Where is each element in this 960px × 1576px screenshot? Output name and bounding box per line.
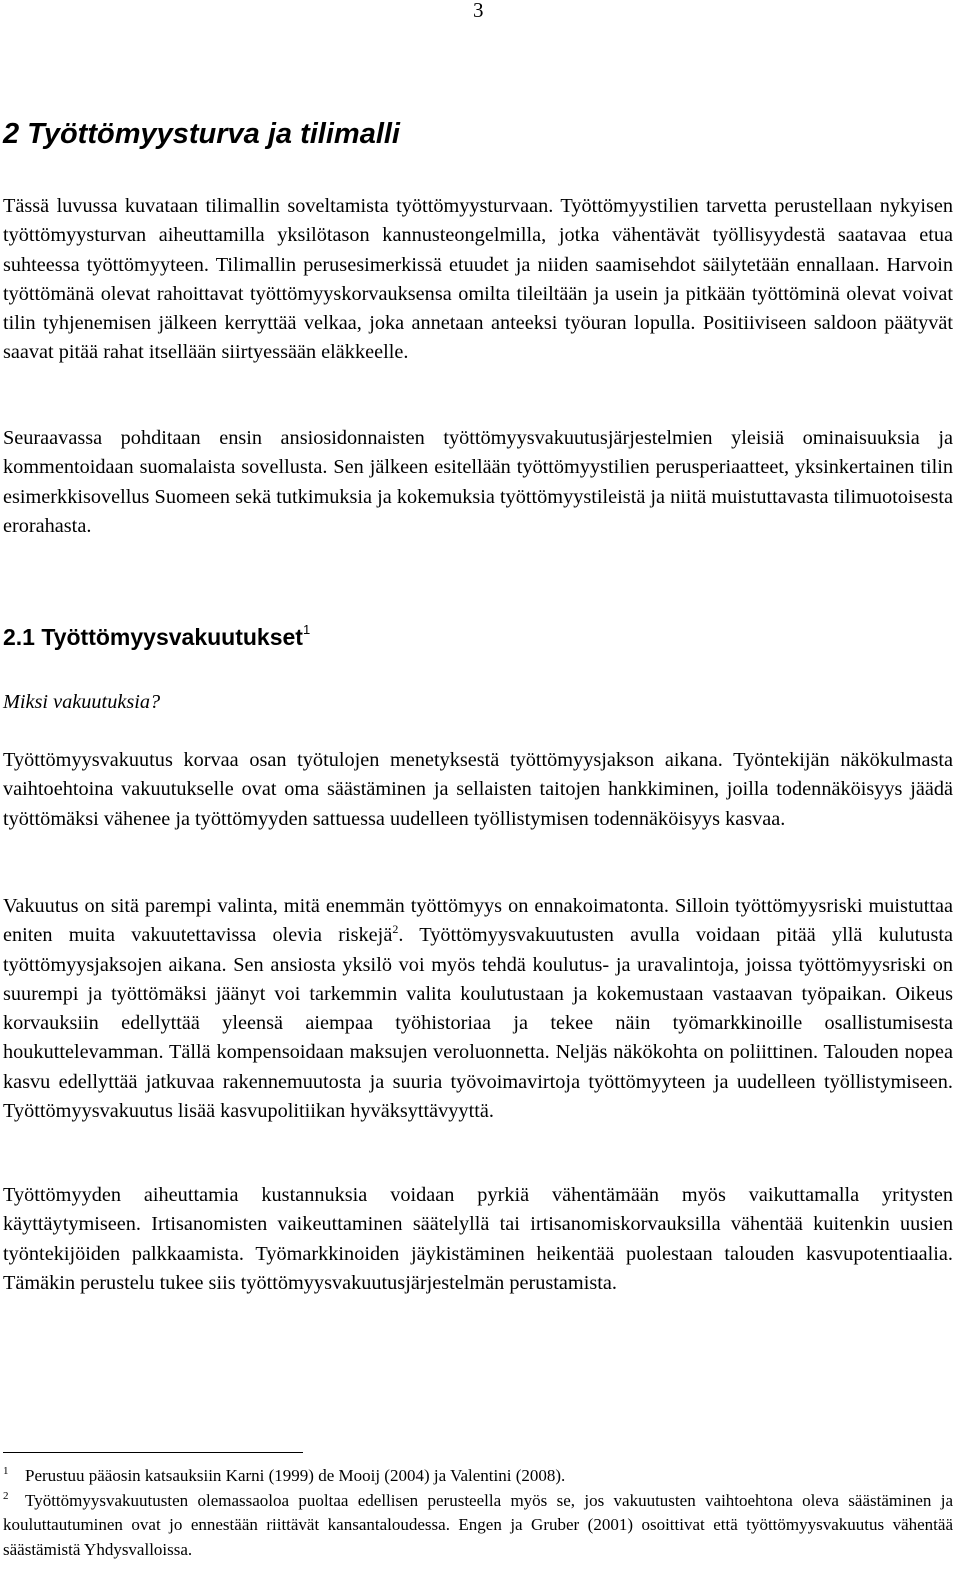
footnote-text: Perustuu pääosin katsauksiin Karni (1999) de Mooij (2004) ja Valentini (2008). bbox=[25, 1466, 566, 1485]
section-title-text: 2.1 Työttömyysvakuutukset bbox=[3, 624, 303, 650]
chapter-title: 2 Työttömyysturva ja tilimalli bbox=[3, 118, 400, 150]
subheading: Miksi vakuutuksia? bbox=[3, 691, 161, 713]
footnote-divider bbox=[3, 1452, 303, 1453]
body-text: . Työttömyysvakuutusten avulla voidaan pitää yllä kulutusta työttömyysjaksojen aikana. Sen ansiosta yksilö voi myös tehdä koulutus- ja uravalintoja, joissa työttömyysriski on suurempi ja työttömäksi jäänyt voi tarkemmin valita koulutustaan ja kokemustaan vastaavan työpaikan. Oikeus korvauksiin edellyttää yleensä aiempaa työhistoriaa ja tekee näin työmarkkinoille osallistumisesta houkuttelevamman. Tällä kompensoidaan maksujen veroluonnetta. Neljäs näkökohta on poliittinen. Talouden nopea kasvu edellyttää jatkuvaa rakennemuutosta ja suuria työvoimavirtoja työttömyyteen ja uudelleen työllistymiseen. Työttömyysvakuutus lisää kasvupolitiikan hyväksyttävyyttä. bbox=[3, 924, 953, 1123]
footnote-text: Työttömyysvakuutusten olemassaoloa puoltaa edellisen perusteella myös se, jos vakuutusten vaihtoehtona oleva säästäminen ja kouluttautuminen ovat jo ennestään riittävät kansantaloudessa. Engen ja Gruber (2001) osoittivat että työttömyysvakuutus vähentää säästämistä Yhdysvalloissa. bbox=[3, 1490, 953, 1559]
body-paragraph: Työttömyyden aiheuttamia kustannuksia voidaan pyrkiä vähentämään myös vaikuttamalla yritysten käyttäytymiseen. Irtisanomisten vaikeuttaminen säätelyllä tai irtisanomiskorvauksilla vähentää kuitenkin uusien työntekijöiden palkkaamista. Työmarkkinoiden jäykistäminen heikentää puolestaan talouden kasvupotentiaalia. Tämäkin perustelu tukee siis työttömyysvakuutusjärjestelmän perustamista. bbox=[3, 1184, 953, 1294]
intro-paragraph: Tässä luvussa kuvataan tilimallin soveltamista työttömyysturvaan. Työttömyystilien tarvetta perustellaan nykyisen työttömyysturvan aiheuttamilla yksilötason kannusteongelmilla, jotka vähentävät työllisyydestä saatavaa etua suhteessa työttömyyteen. Tilimallin perusesimerkissä etuudet ja niiden saamisehdot säilytetään ennallaan. Harvoin työttömänä olevat rahoittavat työttömyyskorvauksensa omilta tileiltään ja usein ja pitkään työttöminä olevat voivat tilin tyhjenemisen jälkeen kerryttää velkaa, joka annetaan anteeksi työuran lopulla. Positiiviseen saldoon päätyvät saavat pitää rahat itsellään siirtyessään eläkkeelle. bbox=[3, 195, 953, 364]
intro-paragraph: Seuraavassa pohditaan ensin ansiosidonnaisten työttömyysvakuutusjärjestelmien yleisiä ominaisuuksia ja kommentoidaan suomalaista sovellusta. Sen jälkeen esitellään työttömyystilien perusperiaatteet, yksinkertainen tilin esimerkkisovellus Suomeen sekä tutkimuksia ja kokemuksia työttömyystileistä ja niitä muistuttavasta tilimuotoisesta erorahasta. bbox=[3, 427, 953, 537]
footnote-number: 2 bbox=[3, 1489, 9, 1502]
body-paragraph: Työttömyysvakuutus korvaa osan työtulojen menetyksestä työttömyysjakson aikana. Työntekijän näkökulmasta vaihtoehtoina vakuutukselle ovat oma säästäminen ja sellaisten taitojen hankkiminen, joilla todennäköisyys jäädä työttömäksi vähenee ja työttömyyden sattuessa uudelleen työllistymisen todennäköisyys kasvaa. bbox=[3, 749, 953, 830]
footnote-ref[interactable]: 1 bbox=[302, 622, 311, 637]
footnote bbox=[3, 1489, 953, 1563]
footnote-number: 1 bbox=[3, 1465, 9, 1477]
body-paragraph bbox=[3, 892, 953, 1126]
footnotes bbox=[3, 1464, 953, 1562]
body-text: Vakuutus on sitä parempi valinta, mitä enemmän työttömyys on ennakoimatonta. Silloin työttömyysriski muistuttaa eniten muita vakuutettavissa olevia riskejä bbox=[3, 895, 953, 947]
footnote-ref[interactable]: 2 bbox=[392, 922, 399, 937]
page-number: 3 bbox=[473, 0, 484, 22]
section-title bbox=[3, 620, 310, 654]
footnote bbox=[3, 1464, 953, 1489]
